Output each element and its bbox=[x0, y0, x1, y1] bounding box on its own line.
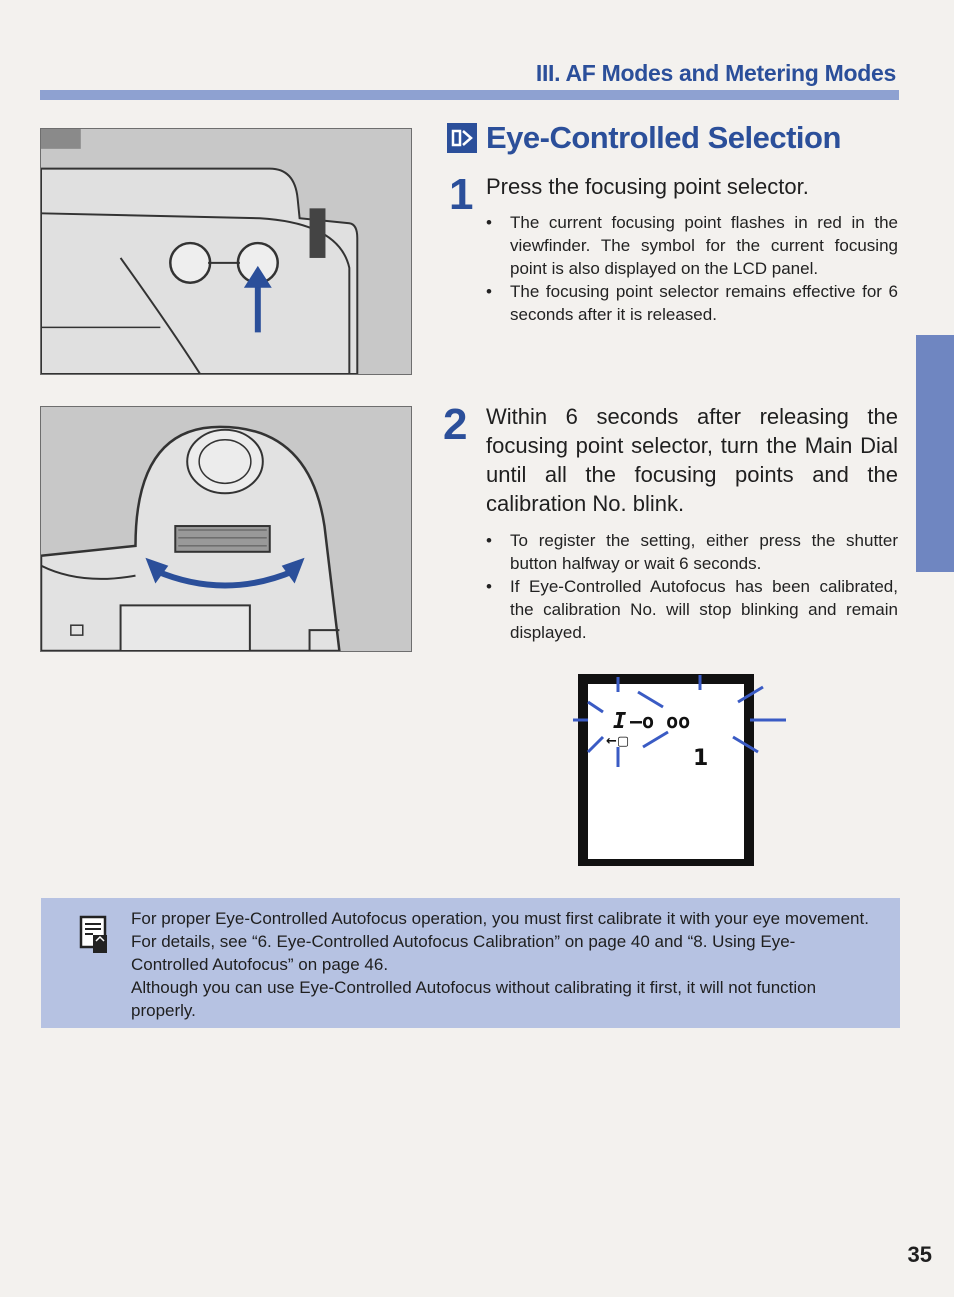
step-1-instruction: Press the focusing point selector. bbox=[486, 174, 809, 199]
note-paragraph: Although you can use Eye-Controlled Autofocus without calibrating it first, it will not function properly. bbox=[131, 978, 817, 1020]
step-1-notes bbox=[484, 211, 898, 326]
step-2-instruction: Within 6 seconds after releasing the focusing point selector, turn the Main Dial until all the focusing points and the calibration No. blink. bbox=[486, 404, 898, 516]
section-title: III. AF Modes and Metering Modes bbox=[535, 60, 896, 86]
svg-text:I: I bbox=[613, 709, 627, 734]
svg-text:←▢: ←▢ bbox=[606, 734, 630, 749]
header-rule bbox=[40, 90, 899, 100]
step-2-notes bbox=[484, 529, 898, 644]
lcd-panel-illustration bbox=[568, 672, 790, 866]
memo-icon bbox=[79, 915, 109, 955]
list-item: • The focusing point selector remains effective for 6 seconds after it is released. bbox=[484, 280, 898, 326]
main-dial-illustration bbox=[40, 406, 412, 652]
page-title: Eye-Controlled Selection bbox=[486, 120, 841, 155]
list-item: • If Eye-Controlled Autofocus has been calibrated, the calibration No. will stop blinking and remain displayed. bbox=[484, 575, 898, 644]
step-1-number: 1 bbox=[449, 170, 474, 219]
note-box bbox=[41, 898, 900, 1028]
focusing-point-selector-illustration bbox=[40, 128, 412, 375]
note-paragraph: For proper Eye-Controlled Autofocus operation, you must first calibrate it with your eye movement. For details, see “6. Eye-Controlled Autofocus Calibration” on page 40 and “8. Using Eye-Controlled Autofocus” on page 46. bbox=[131, 909, 869, 974]
eye-control-icon bbox=[447, 123, 477, 153]
page-number: 35 bbox=[907, 1242, 932, 1267]
lcd-readout: —o oo bbox=[630, 709, 691, 733]
list-item: • To register the setting, either press the shutter button halfway or wait 6 seconds. bbox=[484, 529, 898, 575]
list-item: • The current focusing point flashes in red in the viewfinder. The symbol for the current focusing point is also displayed on the LCD panel. bbox=[484, 211, 898, 280]
note-text bbox=[131, 907, 869, 1022]
step-2-number: 2 bbox=[443, 400, 468, 449]
section-heading bbox=[447, 120, 841, 156]
chapter-side-tab bbox=[916, 335, 954, 572]
calibration-number: 1 bbox=[693, 746, 709, 771]
